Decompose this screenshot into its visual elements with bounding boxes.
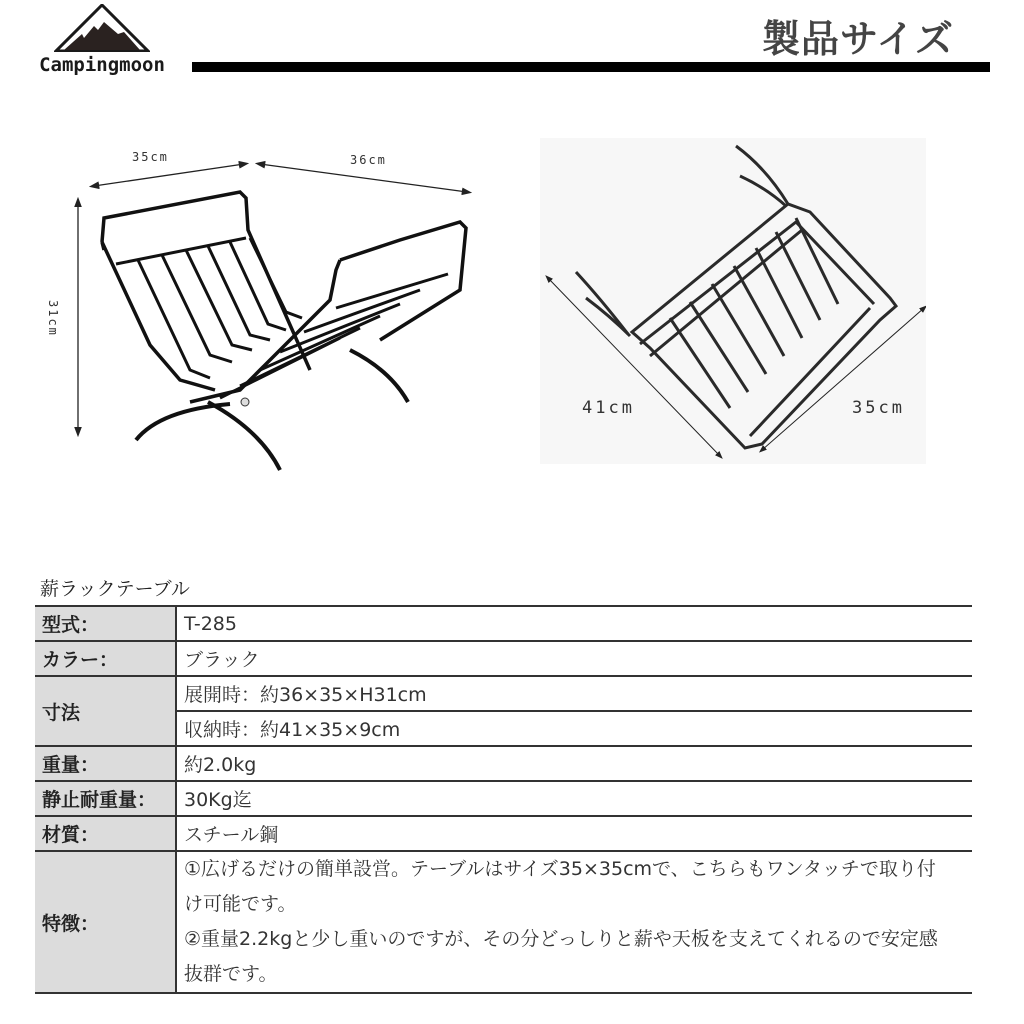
product-image-expanded <box>40 140 490 480</box>
spec-label: 寸法 <box>35 676 176 746</box>
spec-label: 材質： <box>35 816 176 851</box>
spec-value: T-285 <box>176 606 972 641</box>
spec-value: 収納時：約41×35×9cm <box>176 711 972 746</box>
dim-length: 41cm <box>582 398 635 418</box>
mountain-icon <box>54 4 150 52</box>
dim-width-side: 36cm <box>350 153 387 167</box>
feature-1: ①広げるだけの簡単設営。テーブルはサイズ35×35cmで、こちらもワンタッチで取り付け可能です。 <box>184 858 936 915</box>
header-divider <box>192 62 990 72</box>
spec-value: 展開時：約36×35×H31cm <box>176 676 972 711</box>
spec-row-model <box>35 606 972 641</box>
spec-label: カラー： <box>35 641 176 676</box>
spec-row-features <box>35 851 972 993</box>
spec-row-dimensions-folded <box>35 711 972 746</box>
spec-label: 型式： <box>35 606 176 641</box>
spec-value: 約2.0kg <box>176 746 972 781</box>
dim-width: 35cm <box>852 398 905 418</box>
brand-name: Campingmoon <box>39 54 165 76</box>
feature-2: ②重量2.2kgと少し重いのですが、その分どっしりと薪や天板を支えてくれるので安定感抜群です。 <box>184 928 938 985</box>
spec-value: スチール鋼 <box>176 816 972 851</box>
spec-row-color <box>35 641 972 676</box>
dim-width-front: 35cm <box>132 150 169 164</box>
rack-expanded-drawing <box>40 140 490 480</box>
spec-value-features <box>176 851 972 993</box>
brand-logo <box>22 4 182 80</box>
product-name: 薪ラックテーブル <box>40 578 190 600</box>
spec-row-dimensions <box>35 676 972 711</box>
spec-value: ブラック <box>176 641 972 676</box>
spec-label: 重量： <box>35 746 176 781</box>
spec-table <box>35 605 972 994</box>
spec-row-weight <box>35 746 972 781</box>
spec-row-material <box>35 816 972 851</box>
page-title: 製品サイズ <box>762 17 954 61</box>
spec-value: 30Kg迄 <box>176 781 972 816</box>
spec-label: 特徴： <box>35 851 176 993</box>
spec-row-load-capacity <box>35 781 972 816</box>
dim-height: 31cm <box>46 300 60 337</box>
spec-label: 静止耐重量： <box>35 781 176 816</box>
product-image-folded <box>540 138 926 464</box>
